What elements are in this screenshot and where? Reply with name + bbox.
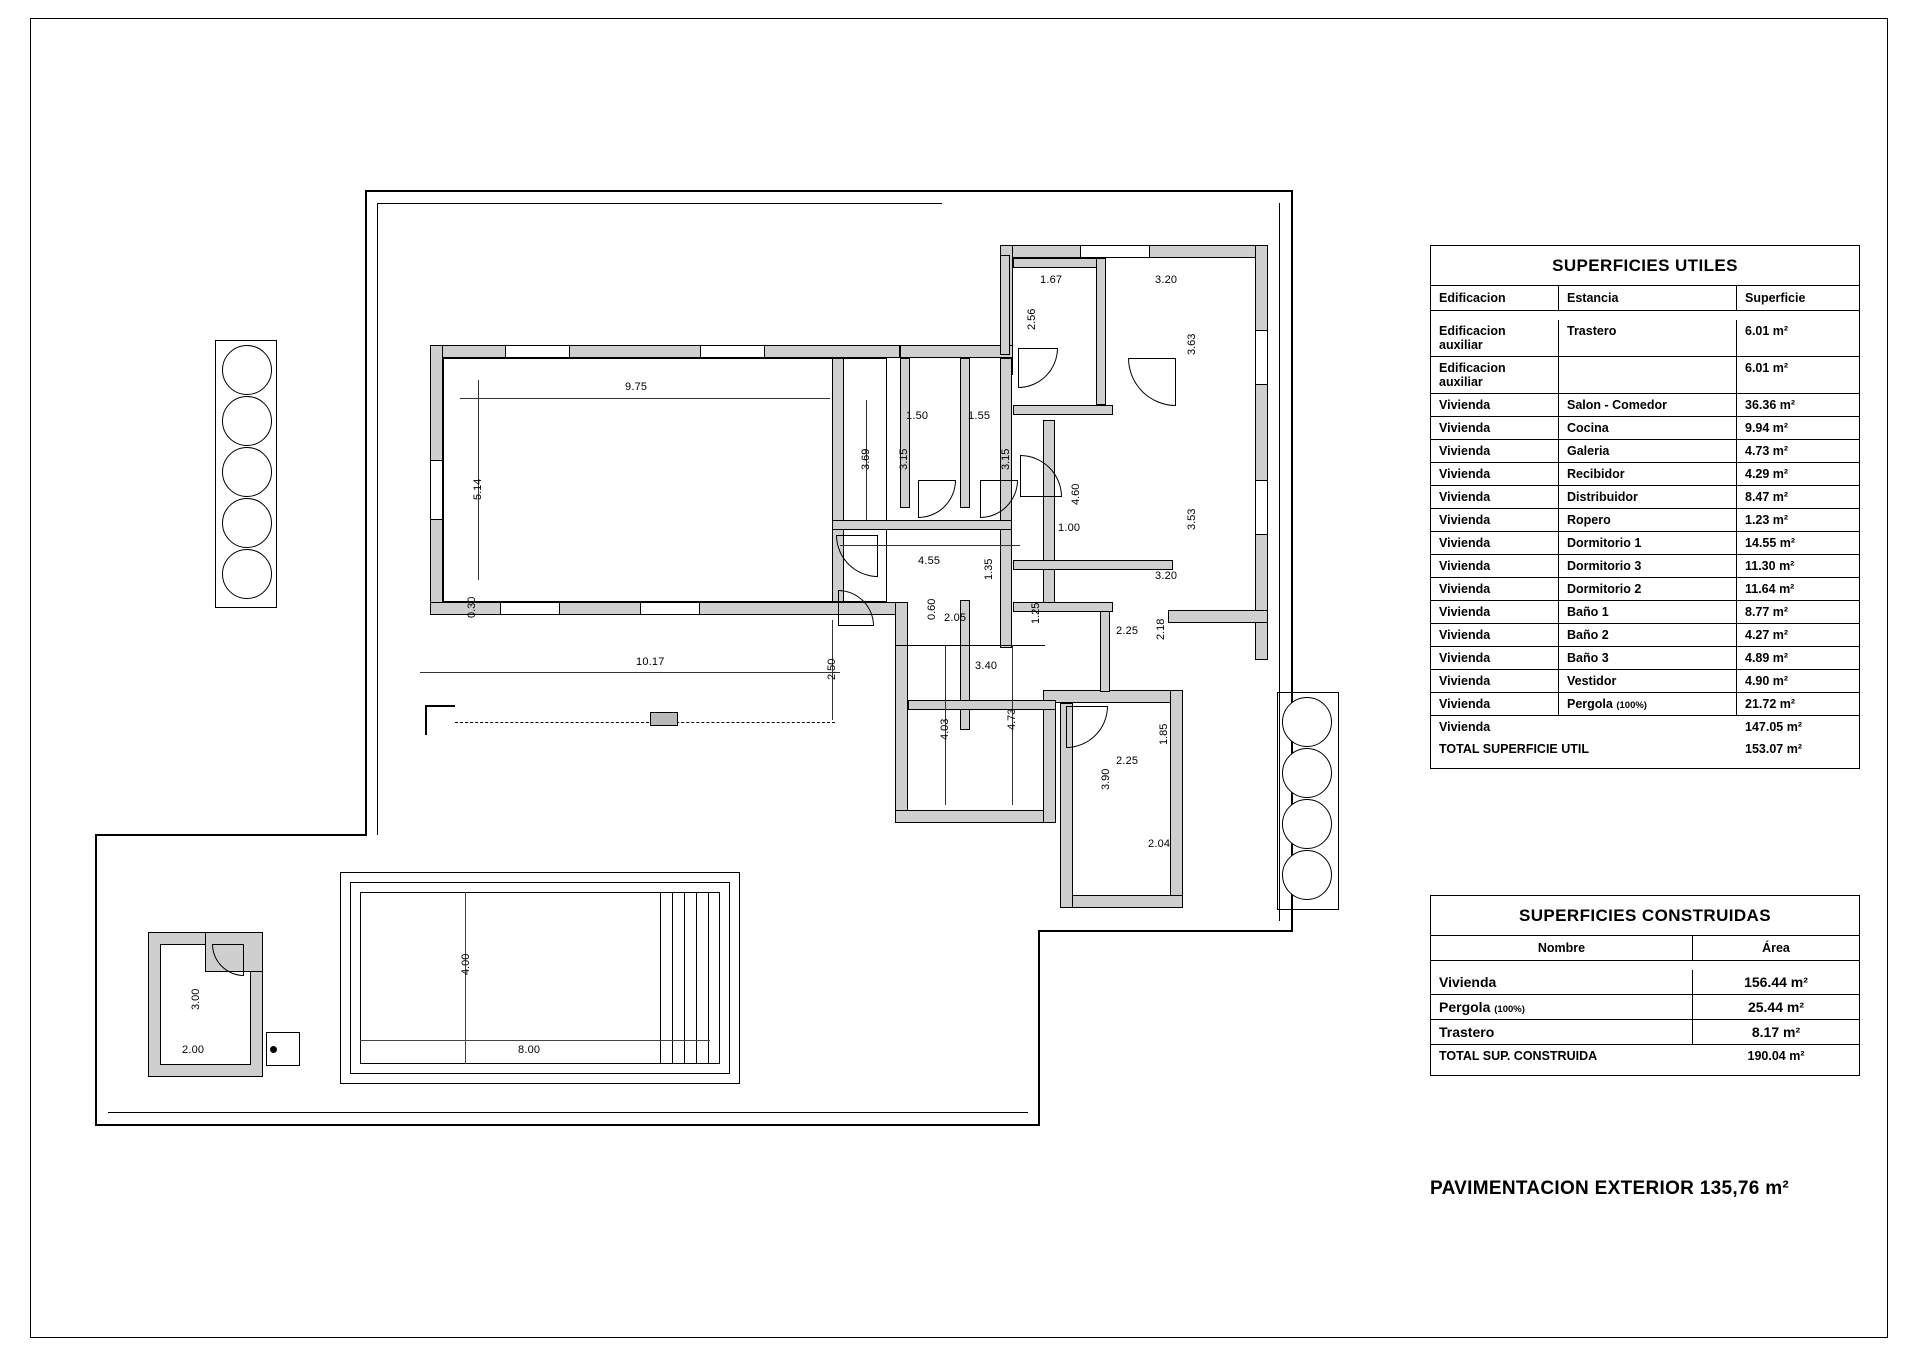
pavimentacion-exterior-label: PAVIMENTACION EXTERIOR 135,76 m²: [1430, 1178, 1790, 1199]
window-opening: [700, 345, 765, 358]
tree-icon: [222, 447, 272, 497]
partition-f: [1100, 602, 1110, 692]
table-row: [1431, 995, 1859, 1020]
dim-label: 1.50: [906, 410, 929, 422]
col-header-edificacion: Edificacion: [1431, 286, 1559, 310]
tree-icon: [1282, 748, 1332, 798]
dim-label: 2.25: [1116, 625, 1139, 637]
cell-nombre-note: (100%): [1494, 1004, 1525, 1015]
trastero-meter-dot: [270, 1046, 277, 1053]
col-header-nombre: Nombre: [1431, 936, 1693, 960]
cell-edificacion: Vivienda: [1431, 394, 1559, 416]
dim-line: [460, 398, 830, 399]
partition-i: [908, 700, 1056, 710]
site-boundary-left-mid: [365, 276, 367, 836]
total-value: 153.07 m²: [1745, 742, 1802, 756]
site-boundary-right-lower: [1038, 930, 1040, 1126]
cell-nombre: [1431, 995, 1693, 1019]
dim-label: 3.90: [1100, 768, 1112, 790]
dim-label: 2.25: [1116, 755, 1139, 767]
pool-step: [708, 892, 709, 1064]
dim-label: 3.20: [1155, 274, 1178, 286]
site-inner-bottom: [108, 1112, 1028, 1113]
cell-estancia: Galeria: [1559, 440, 1737, 462]
cell-superficie: 4.29 m²: [1745, 467, 1789, 481]
wall-lower-right-ext-right: [1170, 690, 1183, 908]
site-inner-top: [377, 203, 942, 204]
partition-b: [960, 358, 970, 508]
table-header-row: [1431, 935, 1859, 961]
site-boundary-bottom: [95, 1124, 1040, 1126]
tree-icon: [1282, 799, 1332, 849]
dim-label: 2.18: [1155, 618, 1167, 640]
cell-edificacion: Vivienda: [1431, 509, 1559, 531]
dim-label: 3.69: [860, 448, 872, 470]
cell-superficie: 4.73 m²: [1745, 444, 1789, 458]
tree-icon: [222, 396, 272, 446]
wall-center-vert-left: [832, 358, 844, 602]
table-total-row: [1431, 1045, 1859, 1075]
dim-label: 3.00: [190, 988, 202, 1010]
cell-estancia: [1559, 693, 1737, 715]
cell-edificacion: Vivienda: [1431, 670, 1559, 692]
dim-label: 2.05: [944, 612, 967, 624]
dim-label: 1.35: [983, 558, 995, 580]
tree-icon: [222, 549, 272, 599]
cell-edificacion: Edificacion auxiliar: [1431, 320, 1559, 356]
pergola-line-top: [895, 645, 1045, 646]
wall-center-vert-right: [1043, 420, 1055, 610]
dim-label: 1.67: [1040, 274, 1063, 286]
dim-label: 2.04: [1148, 838, 1171, 850]
col-header-superficie: Superficie: [1745, 291, 1806, 305]
table-superficies-construidas: [1430, 895, 1860, 1076]
table-row: [1431, 463, 1859, 486]
dim-label: 9.75: [625, 381, 648, 393]
cell-estancia: Baño 3: [1559, 647, 1737, 669]
cell-edificacion: Vivienda: [1431, 647, 1559, 669]
wall-salon-top: [430, 345, 900, 358]
cell-edificacion: Vivienda: [1431, 624, 1559, 646]
cell-area: 25.44 m²: [1747, 999, 1805, 1015]
table-header-row: [1431, 285, 1859, 311]
cell-estancia: Baño 1: [1559, 601, 1737, 623]
table-superficies-utiles: [1430, 245, 1860, 769]
table-row: [1431, 417, 1859, 440]
cell-superficie: 6.01 m²: [1745, 324, 1789, 338]
partition-a: [900, 358, 910, 508]
cell-estancia: [1559, 357, 1737, 393]
dim-label: 3.63: [1186, 333, 1198, 355]
dim-label: 1.00: [1058, 522, 1081, 534]
window-opening: [640, 602, 700, 615]
total-value: 190.04 m²: [1747, 1049, 1805, 1063]
dim-label: 1.85: [1158, 723, 1170, 745]
table-subtotal-row: [1431, 716, 1859, 738]
pool-dim-line-v: [465, 892, 466, 1064]
dim-label: 2.00: [182, 1044, 205, 1056]
pool-dim-line-h: [360, 1040, 710, 1041]
dim-label: 0.30: [466, 596, 478, 618]
cell-nombre-text: Pergola: [1439, 999, 1491, 1015]
cell-superficie: 4.27 m²: [1745, 628, 1789, 642]
table-row: [1431, 357, 1859, 394]
pool-step: [684, 892, 685, 1064]
cell-edificacion: Vivienda: [1431, 532, 1559, 554]
table-row: [1431, 970, 1859, 995]
cell-area: 156.44 m²: [1744, 974, 1808, 990]
dim-label: 2.56: [1026, 308, 1038, 330]
salon-inner-outline: [443, 358, 887, 602]
partition-e: [1013, 560, 1173, 570]
site-inner-left: [377, 203, 378, 835]
dim-label: 3.15: [1000, 448, 1012, 470]
table-row: [1431, 693, 1859, 716]
partition-j: [1000, 255, 1010, 355]
cell-superficie: 11.30 m²: [1745, 559, 1795, 573]
cell-edificacion: Vivienda: [1431, 693, 1559, 715]
table-row: [1431, 647, 1859, 670]
dim-label: 4.60: [1070, 483, 1082, 505]
cell-superficie: 11.64 m²: [1745, 582, 1795, 596]
centerline-dashed: [455, 722, 835, 723]
dim-label: 0.60: [926, 598, 938, 620]
window-opening: [1255, 330, 1268, 385]
terrace-edge-left: [425, 705, 455, 707]
dim-label: 1.25: [1030, 602, 1042, 624]
dim-label: 3.53: [1186, 508, 1198, 530]
subtotal-label: Vivienda: [1439, 720, 1491, 734]
cell-edificacion: Vivienda: [1431, 555, 1559, 577]
tree-icon: [1282, 697, 1332, 747]
cell-estancia: Baño 2: [1559, 624, 1737, 646]
total-label: TOTAL SUPERFICIE UTIL: [1439, 742, 1590, 756]
tree-icon: [1282, 850, 1332, 900]
cell-superficie: 4.90 m²: [1745, 674, 1789, 688]
wall-right-wing-right: [1255, 245, 1268, 660]
cell-superficie: 8.47 m²: [1745, 490, 1789, 504]
tree-icon: [222, 345, 272, 395]
total-label: TOTAL SUP. CONSTRUIDA: [1439, 1049, 1598, 1063]
cell-superficie: 21.72 m²: [1745, 697, 1796, 711]
tree-icon: [222, 498, 272, 548]
cell-superficie: 1.23 m²: [1745, 513, 1789, 527]
table-row: [1431, 578, 1859, 601]
cell-estancia-note: (100%): [1616, 700, 1647, 711]
window-opening: [1080, 245, 1150, 258]
cell-nombre: Trastero: [1431, 1020, 1693, 1044]
wall-center-top: [900, 345, 1013, 358]
cell-estancia: Dormitorio 2: [1559, 578, 1737, 600]
cell-estancia: Trastero: [1559, 320, 1737, 356]
cell-edificacion: Vivienda: [1431, 601, 1559, 623]
table-row: [1431, 1020, 1859, 1045]
table-total-row: [1431, 738, 1859, 768]
table-row: [1431, 440, 1859, 463]
dim-label: 8.00: [518, 1044, 541, 1056]
cell-edificacion: Edificacion auxiliar: [1431, 357, 1559, 393]
dim-label: 2.50: [826, 658, 838, 680]
cell-nombre: Vivienda: [1431, 970, 1693, 994]
subtotal-value: 147.05 m²: [1745, 720, 1802, 734]
cell-superficie: 8.77 m²: [1745, 605, 1789, 619]
site-boundary-left-upper: [365, 190, 367, 278]
cell-superficie: 36.36 m²: [1745, 398, 1796, 412]
partition-c: [832, 520, 1012, 530]
partition-d: [1013, 405, 1113, 415]
cell-estancia: Ropero: [1559, 509, 1737, 531]
window-opening: [505, 345, 570, 358]
cell-superficie: 4.89 m²: [1745, 651, 1789, 665]
cell-edificacion: Vivienda: [1431, 486, 1559, 508]
col-header-area: Área: [1762, 941, 1790, 955]
dim-label: 3.20: [1155, 570, 1178, 582]
table-row: [1431, 532, 1859, 555]
partition-g: [1013, 602, 1113, 612]
dim-label: 10.17: [636, 656, 665, 668]
cell-estancia: Dormitorio 1: [1559, 532, 1737, 554]
terrace-block: [650, 712, 678, 726]
site-boundary-left-lower: [95, 834, 97, 1126]
table-row: [1431, 670, 1859, 693]
wall-middle-right: [1168, 610, 1268, 623]
cell-superficie: 6.01 m²: [1745, 361, 1789, 375]
window-opening: [500, 602, 560, 615]
dim-label: 5.14: [472, 478, 484, 500]
table-row: [1431, 624, 1859, 647]
cell-area: 8.17 m²: [1751, 1024, 1801, 1040]
table-row: [1431, 509, 1859, 532]
dim-line: [420, 672, 840, 673]
pool-water: [360, 892, 720, 1064]
window-opening: [430, 460, 443, 520]
dim-label: 3.40: [975, 660, 998, 672]
cell-superficie: 9.94 m²: [1745, 421, 1789, 435]
cell-edificacion: Vivienda: [1431, 463, 1559, 485]
partition-l: [1096, 258, 1106, 405]
cell-edificacion: Vivienda: [1431, 417, 1559, 439]
wall-lower-right-ext-top: [1043, 690, 1183, 703]
dim-label: 4.73: [1006, 708, 1018, 730]
dim-label: 4.55: [918, 555, 941, 567]
cell-estancia: Vestidor: [1559, 670, 1737, 692]
table-title: SUPERFICIES CONSTRUIDAS: [1519, 906, 1771, 925]
cell-estancia-text: Pergola: [1567, 697, 1613, 711]
dim-label: 4.00: [460, 953, 472, 975]
wall-lower-left: [895, 602, 908, 822]
table-row: [1431, 320, 1859, 357]
pool-step: [660, 892, 661, 1064]
table-title: SUPERFICIES UTILES: [1552, 256, 1738, 275]
site-boundary-top: [365, 190, 950, 192]
cell-edificacion: Vivienda: [1431, 578, 1559, 600]
cell-estancia: Dormitorio 3: [1559, 555, 1737, 577]
table-row: [1431, 555, 1859, 578]
cell-estancia: Cocina: [1559, 417, 1737, 439]
dim-line: [840, 545, 1020, 546]
window-opening: [1255, 480, 1268, 535]
dim-label: 4.03: [939, 718, 951, 740]
table-row: [1431, 394, 1859, 417]
cell-estancia: Distribuidor: [1559, 486, 1737, 508]
col-header-estancia: Estancia: [1559, 286, 1737, 310]
dim-label: 1.55: [968, 410, 991, 422]
wall-lower-right-ext-bottom: [1060, 895, 1183, 908]
site-boundary-top-right: [948, 190, 1293, 192]
dim-label: 3.15: [898, 448, 910, 470]
partition-k: [1013, 258, 1103, 268]
pool-step: [696, 892, 697, 1064]
cell-estancia: Salon - Comedor: [1559, 394, 1737, 416]
cell-superficie: 14.55 m²: [1745, 536, 1796, 550]
cell-estancia: Recibidor: [1559, 463, 1737, 485]
table-row: [1431, 601, 1859, 624]
cell-edificacion: Vivienda: [1431, 440, 1559, 462]
site-boundary-step2: [95, 834, 367, 836]
terrace-line: [895, 822, 1043, 823]
table-row: [1431, 486, 1859, 509]
site-boundary-step3: [1038, 930, 1293, 932]
terrace-edge-left-v: [425, 705, 427, 735]
pool-step: [672, 892, 673, 1064]
